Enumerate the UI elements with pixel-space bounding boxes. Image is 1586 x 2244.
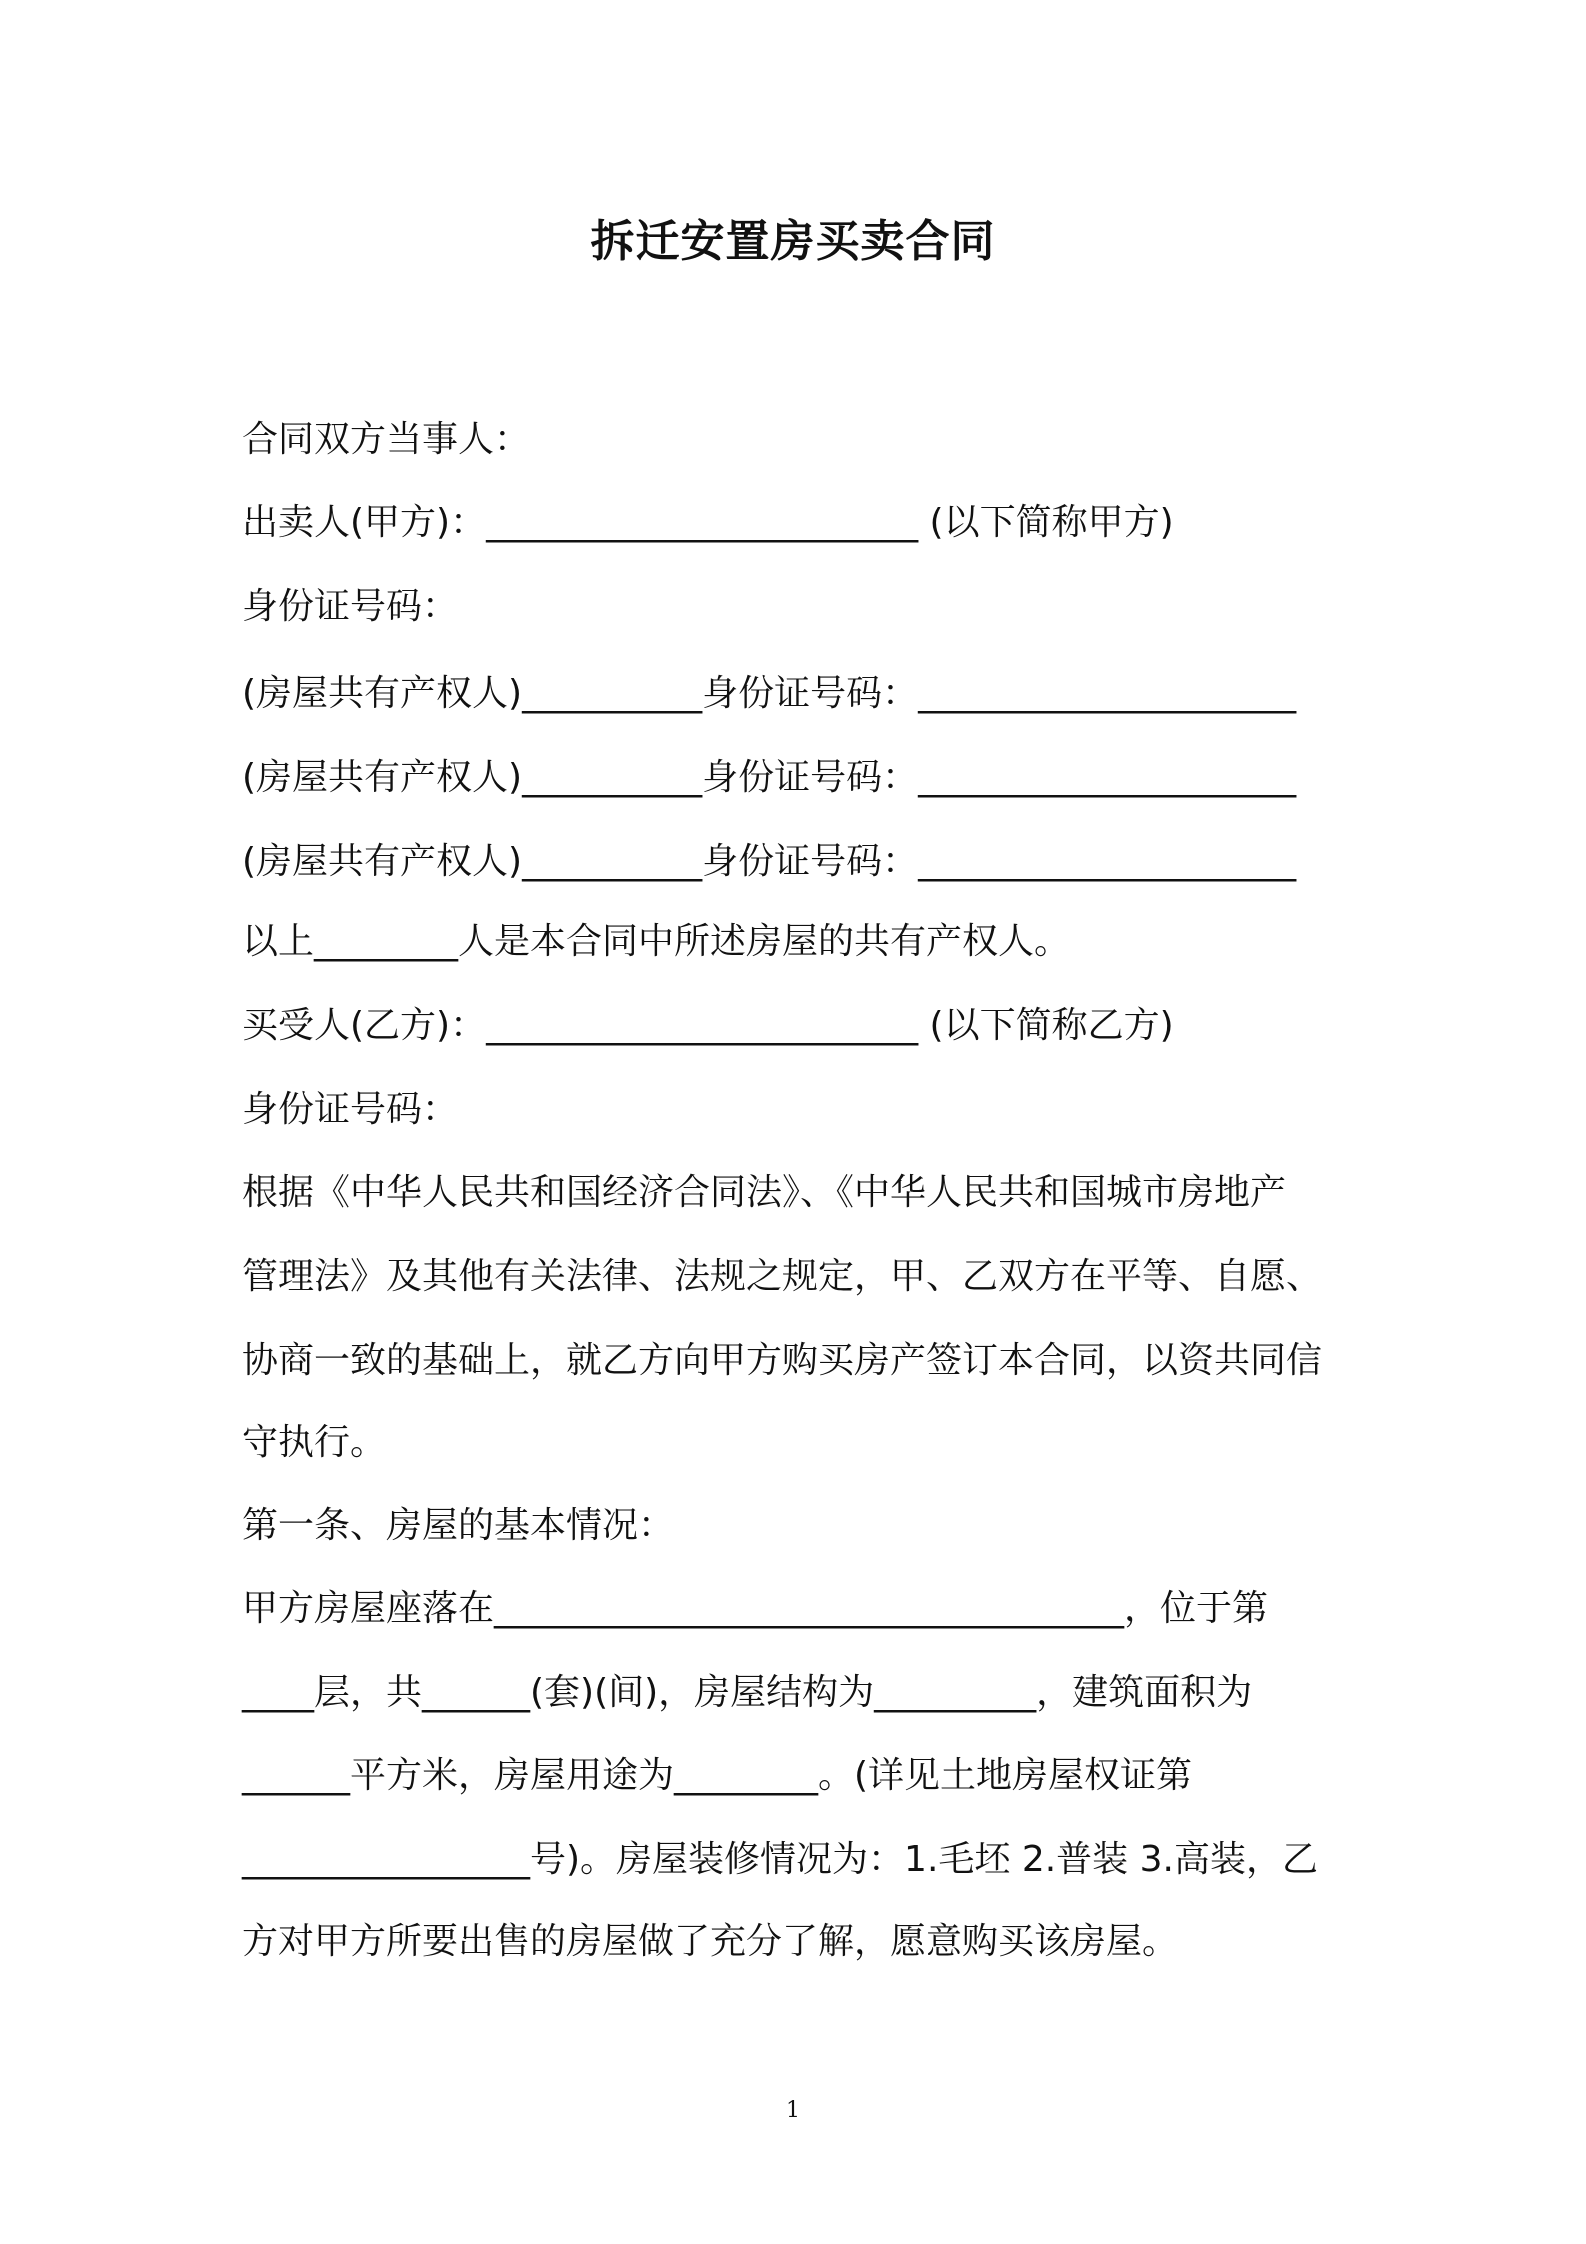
article-body-line: ____层，共______(套)(间)，房屋结构为_________，建筑面积为: [242, 1672, 1253, 1713]
parties-heading: 合同双方当事人：: [242, 419, 531, 460]
article-body-line: ________________号)。房屋装修情况为：1.毛坯 2.普装 3.高装，乙: [242, 1839, 1318, 1880]
co-owner-line: (房屋共有产权人)__________身份证号码：_____________________: [242, 673, 1297, 714]
seller-line: 出卖人(甲方)：________________________ (以下简称甲方): [242, 502, 1174, 543]
buyer-line: 买受人(乙方)：________________________ (以下简称乙方): [242, 1005, 1174, 1046]
co-owner-line: (房屋共有产权人)__________身份证号码：_____________________: [242, 757, 1297, 798]
preamble-line: 守执行。: [242, 1422, 387, 1463]
article-heading: 第一条、房屋的基本情况：: [242, 1505, 675, 1546]
article-body-line: ______平方米，房屋用途为________。(详见土地房屋权证第: [242, 1755, 1193, 1796]
buyer-id-line: 身份证号码：: [242, 1089, 459, 1130]
co-owner-line: (房屋共有产权人)__________身份证号码：_____________________: [242, 841, 1297, 882]
page-number: 1: [786, 2098, 800, 2123]
preamble-line: 根据《中华人民共和国经济合同法》、《中华人民共和国城市房地产: [242, 1172, 1287, 1213]
article-body-line: 方对甲方所要出售的房屋做了充分了解，愿意购买该房屋。: [242, 1921, 1179, 1962]
co-owner-summary-line: 以上________人是本合同中所述房屋的共有产权人。: [242, 921, 1071, 962]
preamble-line: 管理法》及其他有关法律、法规之规定，甲、乙双方在平等、自愿、: [242, 1256, 1323, 1297]
document-title: 拆迁安置房买卖合同: [590, 216, 996, 267]
seller-id-line: 身份证号码：: [242, 586, 459, 627]
preamble-line: 协商一致的基础上，就乙方向甲方购买房产签订本合同，以资共同信: [242, 1340, 1323, 1381]
article-body-line: 甲方房屋座落在___________________________________，位于第: [242, 1588, 1269, 1629]
